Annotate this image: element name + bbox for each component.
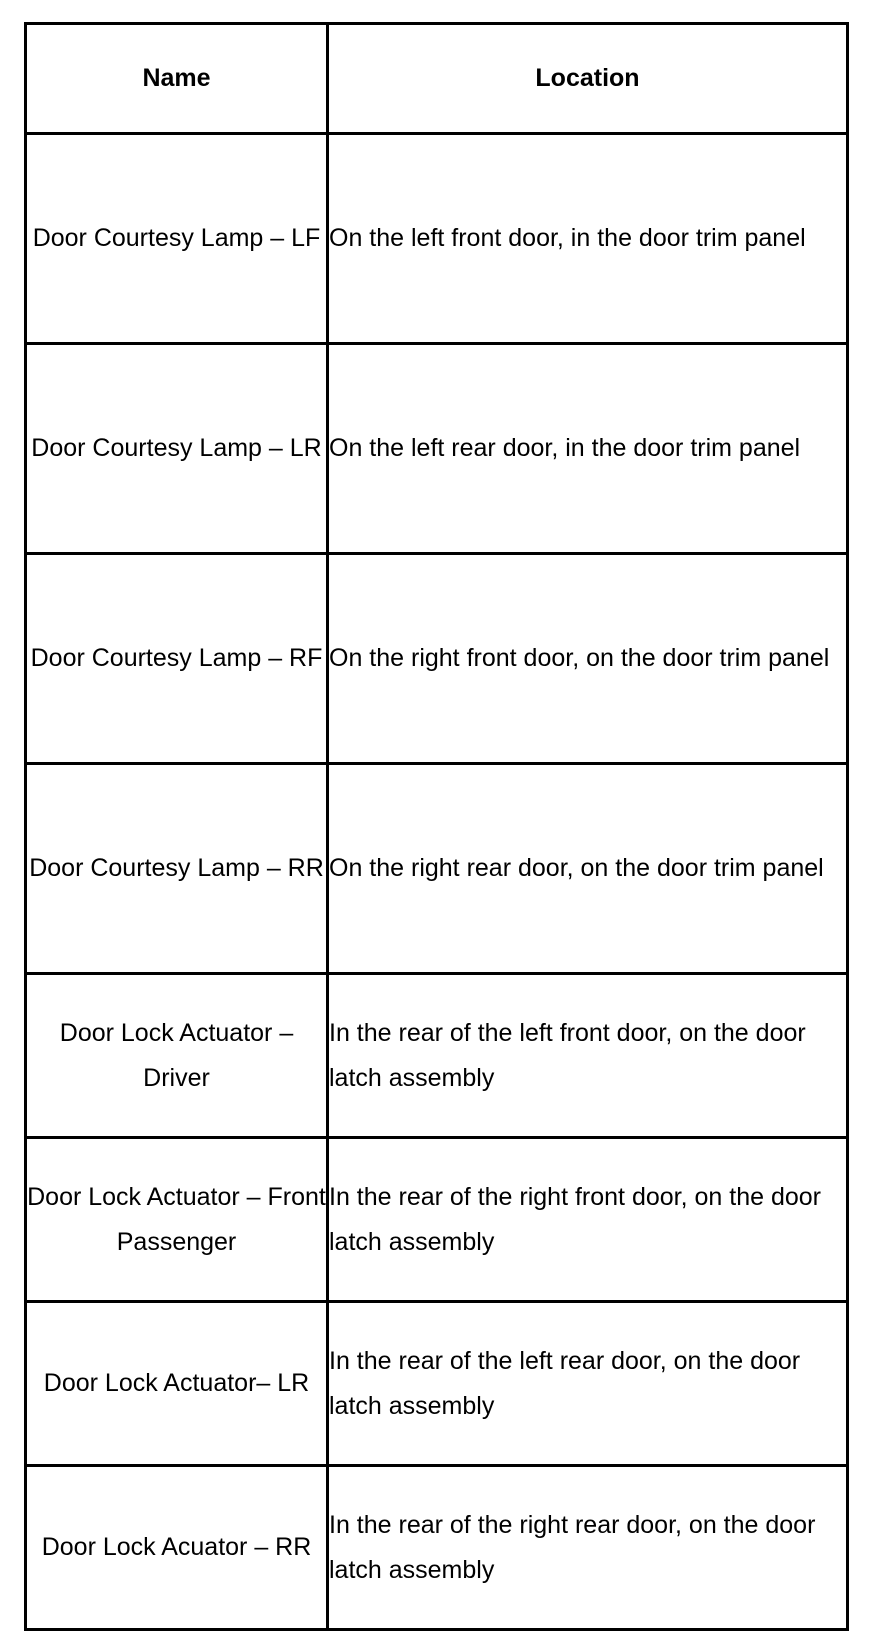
table-row [26,1302,848,1466]
component-name-cell: Door Lock Actuator – Driver [26,974,328,1138]
table-row [26,1138,848,1302]
component-name-cell: Door Courtesy Lamp – LR [26,344,328,554]
component-location-cell: In the rear of the left front door, on the door latch assembly [328,974,848,1138]
component-name-cell: Door Courtesy Lamp – RF [26,554,328,764]
component-location-cell: On the left rear door, in the door trim panel [328,344,848,554]
component-location-cell: In the rear of the right front door, on the door latch assembly [328,1138,848,1302]
component-location-cell: On the right rear door, on the door trim panel [328,764,848,974]
component-location-cell: On the left front door, in the door trim panel [328,134,848,344]
component-name-cell: Door Courtesy Lamp – RR [26,764,328,974]
component-name-cell: Door Courtesy Lamp – LF [26,134,328,344]
component-location-cell: In the rear of the left rear door, on the door latch assembly [328,1302,848,1466]
location-column-header: Location [328,24,848,134]
table-row [26,134,848,344]
table-row [26,974,848,1138]
component-name-cell: Door Lock Actuator– LR [26,1302,328,1466]
table-row [26,554,848,764]
table-row [26,1466,848,1630]
component-location-cell: On the right front door, on the door trim panel [328,554,848,764]
table-row [26,764,848,974]
component-location-table [24,22,849,1631]
table-row [26,344,848,554]
name-column-header: Name [26,24,328,134]
component-name-cell: Door Lock Actuator – Front Passenger [26,1138,328,1302]
component-name-cell: Door Lock Acuator – RR [26,1466,328,1630]
component-location-cell: In the rear of the right rear door, on the door latch assembly [328,1466,848,1630]
table-header-row [26,24,848,134]
